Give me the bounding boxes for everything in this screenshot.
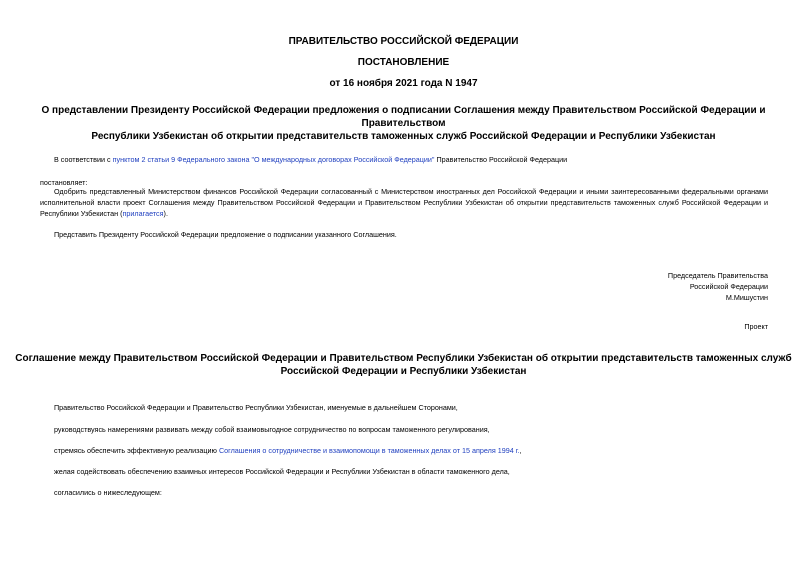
item1-text: Одобрить представленный Министерством финансов Российской Федерации согласованный с Министерством иностранных дел Российской Федерации и иными заинтересованными федеральными органами исполнительной власти проект Соглашения между Правительством Российской Федерации и Правительством Республики Узбекистан об открытии представительств таможенных служб Российской Федерации и Республики Узбекистан (	[40, 187, 768, 218]
para3-suffix: ,	[519, 446, 522, 455]
intro-prefix: В соответствии с	[54, 155, 113, 164]
agreement-title-line1: Соглашение между Правительством Российской Федерации и Правительством Республики Узбекистан об открытии представительств таможенных служб	[15, 353, 792, 364]
item2-paragraph: Представить Президенту Российской Федерации предложение о подписании указанного Соглашения.	[54, 230, 397, 239]
agreement-para1: Правительство Российской Федерации и Правительство Республики Узбекистан, именуемые в дальнейшем Сторонами,	[54, 403, 458, 412]
customs-agreement-link[interactable]: Соглашения о сотрудничестве и взаимопомощи в таможенных делах от 15 апреля 1994 г.	[218, 446, 520, 455]
intro-suffix: Правительство Российской Федерации	[434, 155, 568, 164]
signature-position: Председатель Правительства	[667, 271, 768, 280]
document-title-line1: О представлении Президенту Российской Федерации предложения о подписании Соглашения между Правительством Российской Федерации и Правительством	[41, 105, 766, 129]
agreement-para5: согласились о нижеследующем:	[54, 488, 162, 497]
document-title-line2: Республики Узбекистан об открытии представительств таможенных служб Российской Федерации и Республики Узбекистан	[91, 131, 716, 142]
doc-type-heading: ПОСТАНОВЛЕНИЕ	[357, 57, 450, 68]
resolves-label: постановляет:	[40, 178, 88, 187]
signature-block	[500, 270, 768, 303]
appendix-link[interactable]: прилагается	[122, 209, 164, 218]
draft-label: Проект	[744, 322, 768, 331]
signature-name: М.Мишустин	[725, 293, 768, 302]
item1-end: ).	[163, 209, 168, 218]
document-title	[0, 104, 807, 143]
agreement-para3	[54, 445, 774, 456]
item1-paragraph	[40, 186, 768, 219]
signature-country: Российской Федерации	[689, 282, 768, 291]
agreement-para2: руководствуясь намерениями развивать между собой взаимовыгодное сотрудничество по вопросам таможенного регулирования,	[54, 425, 490, 434]
government-heading: ПРАВИТЕЛЬСТВО РОССИЙСКОЙ ФЕДЕРАЦИИ	[288, 36, 519, 47]
date-number: от 16 ноября 2021 года N 1947	[329, 78, 478, 89]
para3-prefix: стремясь обеспечить эффективную реализацию	[54, 446, 219, 455]
intro-paragraph	[54, 154, 774, 165]
agreement-title	[0, 352, 807, 378]
agreement-title-line2: Российской Федерации и Республики Узбекистан	[280, 366, 527, 377]
law-link[interactable]: пунктом 2 статьи 9 Федерального закона "О международных договорах Российской Федерации"	[112, 155, 435, 164]
agreement-para4: желая содействовать обеспечению взаимных интересов Российской Федерации и Республики Узбекистан в области таможенного дела,	[54, 467, 510, 476]
